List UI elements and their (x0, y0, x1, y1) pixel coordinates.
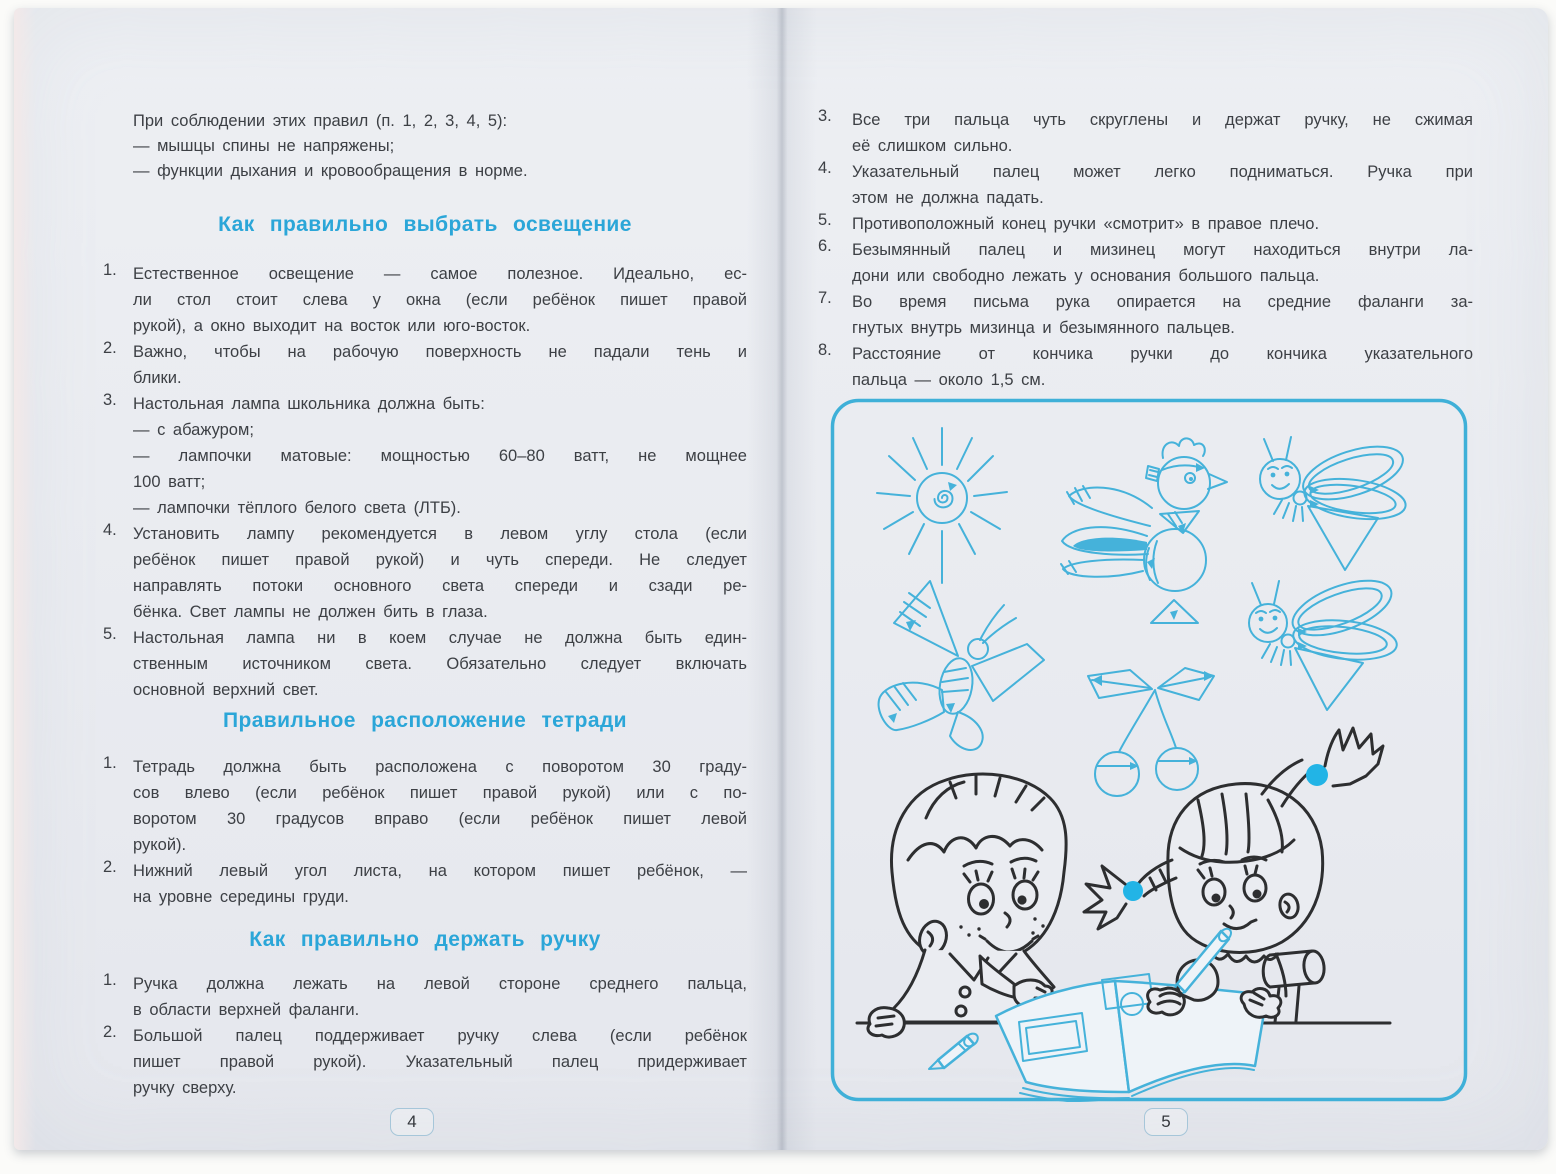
item-number: 1. (103, 754, 117, 772)
text-line: — функции дыхания и кровообращения в норме. (133, 162, 528, 180)
fly-top-drawing (1260, 436, 1409, 570)
item-text (133, 261, 747, 339)
list-item (103, 754, 747, 858)
sun-drawing (877, 428, 1007, 583)
section-heading-notebook-position: Правильное расположение тетради (222, 709, 627, 732)
text-line: Тетрадь должна быть расположена с поворотом 30 граду- (133, 758, 747, 776)
text-line: пишет правой рукой). Указательный палец придерживает (133, 1053, 747, 1071)
text-line: рукой), а окно выходит на восток или юго-восток. (133, 317, 531, 335)
text-line: Расстояние от кончика ручки до кончика указательного (852, 345, 1473, 363)
text-line: Настольная лампа ни в коем случае не должна быть един- (133, 629, 747, 647)
text-line: воротом 30 градусов вправо (если ребёнок пишет левой (133, 810, 747, 828)
page-edge-stripe (14, 8, 36, 1150)
text-line: ручку сверху. (133, 1079, 237, 1097)
text-line: — лампочки тёплого белого света (ЛТБ). (133, 499, 461, 517)
text-line: этом не должна падать. (852, 189, 1044, 207)
text-line: — с абажуром; (133, 421, 254, 439)
item-text (852, 211, 1473, 237)
item-text (133, 971, 747, 1023)
item-number: 3. (818, 107, 832, 125)
item-number: 1. (103, 971, 117, 989)
text-line: При соблюдении этих правил (п. 1, 2, 3, 4, 5): (133, 112, 508, 130)
text-line: — мышцы спины не напряжены; (133, 137, 395, 155)
cherries-bow-drawing (1088, 668, 1214, 796)
list-item (103, 339, 747, 391)
item-number: 5. (103, 625, 117, 643)
text-line: Большой палец поддерживает ручку слева (если ребёнок (133, 1027, 747, 1045)
item-number: 5. (818, 211, 832, 229)
girl-drawing (1084, 728, 1383, 1017)
illustration-drawing (830, 398, 1468, 1102)
item-number: 1. (103, 261, 117, 279)
item-text (133, 339, 747, 391)
item-number: 2. (103, 1023, 117, 1041)
rooster-drawing (1061, 438, 1227, 623)
list-item (818, 107, 1473, 159)
text-line: ли стол стоит слева у окна (если ребёнок пишет правой (133, 291, 747, 309)
list-item (818, 159, 1473, 211)
item-text (852, 159, 1473, 211)
page-number-right: 5 (1144, 1108, 1188, 1136)
text-line: Все три пальца чуть скруглены и держат ручку, не сжимая (852, 111, 1473, 129)
text-line: на уровне середины груди. (133, 888, 349, 906)
text-line: гнутых внутрь мизинца и безымянного пальцев. (852, 319, 1235, 337)
text-line: основной верхний свет. (133, 681, 319, 699)
text-line: Важно, чтобы на рабочую поверхность не падали тень и (133, 343, 747, 361)
item-number: 2. (103, 339, 117, 357)
list-item (103, 1023, 747, 1101)
text-line: Установить лампу рекомендуется в левом углу стола (если (133, 525, 747, 543)
item-text (133, 1023, 747, 1101)
item-number: 4. (818, 159, 832, 177)
text-line: Настольная лампа школьника должна быть: (133, 395, 485, 413)
text-line: Безымянный палец и мизинец могут находиться внутри ла- (852, 241, 1473, 259)
list-item (103, 261, 747, 339)
text-line: ственным источником света. Обязательно следует включать (133, 655, 747, 673)
item-text (133, 521, 747, 625)
text-line: Ручка должна лежать на левой стороне среднего пальца, (133, 975, 747, 993)
item-text (852, 237, 1473, 289)
text-line: Указательный палец может легко подниматься. Ручка при (852, 163, 1473, 181)
section-heading-pen-grip: Как правильно держать ручку (249, 928, 601, 951)
text-line: бёнка. Свет лампы не должен бить в глаза. (133, 603, 488, 621)
item-text (852, 289, 1473, 341)
list-item (818, 289, 1473, 341)
text-line: направлять потоки основного света спереди и сзади ре- (133, 577, 747, 595)
item-text (852, 107, 1473, 159)
text-line: в области верхней фаланги. (133, 1001, 360, 1019)
text-line: Противоположный конец ручки «смотрит» в правое плечо. (852, 215, 1320, 233)
text-line: сов влево (если ребёнок пишет правой рукой) или с по- (133, 784, 747, 802)
text-line: Нижний левый угол листа, на котором пишет ребёнок, — (133, 862, 747, 880)
item-number: 7. (818, 289, 832, 307)
text-line: ребёнок пишет правой рукой) и чуть спереди. Не следует (133, 551, 747, 569)
list-item (103, 625, 747, 703)
pen-grip-list-continued (818, 107, 1473, 393)
text-line: Естественное освещение — самое полезное. Идеально, ес- (133, 265, 747, 283)
text-line: 100 ватт; (133, 473, 206, 491)
list-item (103, 858, 747, 910)
section-heading-lighting: Как правильно выбрать освещение (218, 213, 632, 236)
list-item (103, 521, 747, 625)
illustration-frame (830, 398, 1468, 1102)
text-line: её слишком сильно. (852, 137, 1013, 155)
list-item (818, 341, 1473, 393)
page-number-left: 4 (390, 1108, 434, 1136)
text-line: дони или свободно лежать у основания большого пальца. (852, 267, 1320, 285)
text-line: пальца — около 1,5 см. (852, 371, 1046, 389)
item-text (133, 391, 747, 521)
item-text (133, 625, 747, 703)
book-gutter (747, 8, 817, 1150)
item-number: 4. (103, 521, 117, 539)
lighting-rules-list (103, 261, 747, 703)
list-item (818, 237, 1473, 289)
text-line: рукой). (133, 836, 187, 854)
fly-middle-drawing (1249, 570, 1399, 710)
item-text (852, 341, 1473, 393)
item-text (133, 754, 747, 858)
text-line: блики. (133, 369, 182, 387)
item-number: 3. (103, 391, 117, 409)
list-item (818, 211, 1473, 237)
text-line: Во время письма рука опирается на средние фаланги за- (852, 293, 1473, 311)
butterfly-drawing (879, 581, 1044, 750)
item-number: 2. (103, 858, 117, 876)
pen-on-desk-drawing (929, 1031, 980, 1069)
item-number: 8. (818, 341, 832, 359)
notebook-position-list (103, 754, 747, 910)
intro-paragraph (133, 109, 747, 184)
item-text (133, 858, 747, 910)
list-item (103, 971, 747, 1023)
list-item (103, 391, 747, 521)
item-number: 6. (818, 237, 832, 255)
text-line: — лампочки матовые: мощностью 60–80 ватт, не мощнее (133, 447, 747, 465)
pen-grip-list (103, 971, 747, 1101)
